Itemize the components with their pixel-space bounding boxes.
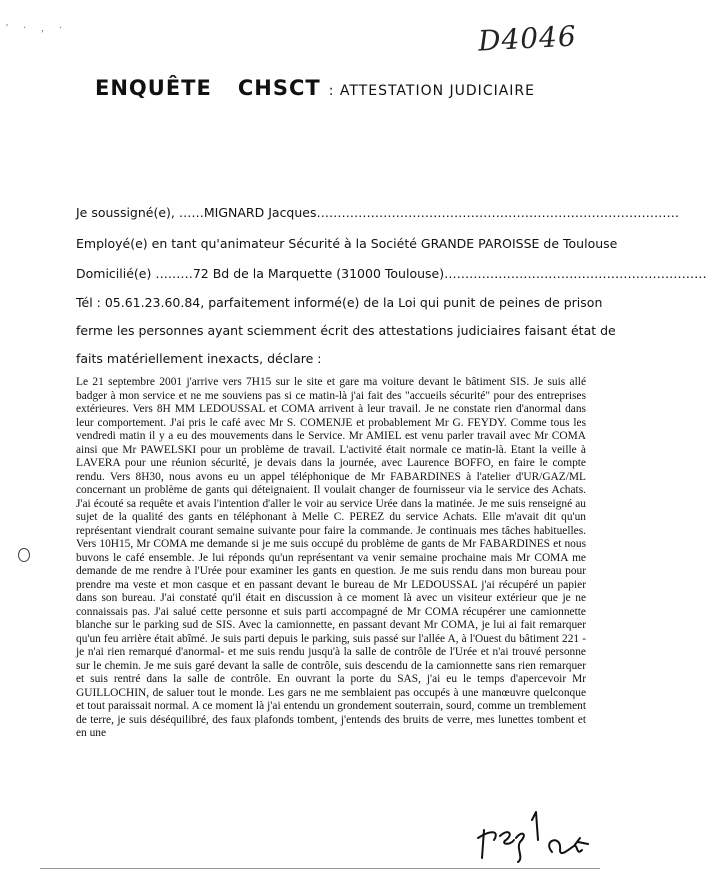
name-dots: ……………………………………………………………………………: [316, 205, 679, 220]
address-dots: ………………………………………………………: [444, 266, 707, 281]
title-enquete: ENQUÊTE: [95, 76, 212, 100]
testimony-paragraph: Le 21 septembre 2001 j'arrive vers 7H15 sur le site et gare ma voiture devant le bâtiment SIS. Je suis allé badger à mon service et ne me souviens pas si ce matin-là j'ai fait des "accueils sécurité" pour des entreprises extérieures. Vers 8H MM LEDOUSSAL et COMA arrivent à leur travail. Je ne constate rien d'anormal dans leur comportement. J'ai pris le café avec Mr S. COMENJE et probablement Mr G. FEYDY. Comme tous les vendredi matin il y a eu des mouvements dans le Service. Mr AMIEL est venu parler travail avec Mr COMA ainsi que Mr PAWELSKI pour un problème de travail. L'activité était normale ce matin-là. Etant la veille à LAVERA pour une réunion sécurité, je devais dans la journée, avec Laurence BOFFO, en faire le compte rendu. Vers 8H30, nous avons eu un appel téléphonique de Mr FABARDINES à l'atelier d'UR/GAZ/ML concernant un problème de gants qui déteignaient. Il voulait changer de fournisseur via le service des Achats. J'ai écouté sa requête et avais l'intention d'aller le voir au service Urée dans la matinée. Je me suis renseigné au sujet de la qualité des gants en téléphonant à Melle C. PEREZ du service Achats. Elle m'avait dit qu'un représentant viendrait courant semaine suivante pour faire la commande. Je continuais mes tâches habituelles. Vers 10H15, Mr COMA me demande si je me suis occupé du problème de gants de Mr FABARDINES et nous buvons le café ensemble. Je lui réponds qu'un représentant va venir semaine prochaine mais Mr COMA me demande de me rendre à l'Urée pour examiner les gants en question. Je me suis rendu dans mon bureau pour prendre ma veste et mon casque et en passant devant le bureau de Mr LEDOUSSAL j'ai récupéré un papier dans son bureau. J'ai constaté qu'il était en discussion à ce moment là avec un visiteur extérieur que je ne connaissais pas. J'ai salué cette personne et suis parti accompagné de Mr COMA récupérer une camionnette blanche sur le parking sud de SIS. Avec la camionnette, en passant devant Mr COMA, je lui ai fait remarquer qu'un feu arrière était abîmé. Je suis parti depuis le parking, suis passé sur l'allée A, à l'Ouest du bâtiment 221 -je n'ai rien remarqué d'anormal- et me suis rendu jusqu'à la salle de contrôle de l'Urée et n'ai trouvé personne sur le chemin. Je me suis garé devant la salle de contrôle, suis descendu de la camionnette sans rien remarquer et suis rentré dans la salle de contrôle. En ouvrant la porte du SAS, j'ai eu le temps d'apercevoir Mr GUILLOCHIN, de saluer tout le monde. Les gars ne me semblaient pas occupés à une manœuvre quelconque et tout paraissait normal. A ce moment là j'ai entendu un grondement souterrain, sourd, comme un tremblement de terre, je suis déséquilibré, des faux plafonds tombent, j'entends des bruits de verre, mes lunettes tombent et en une: [76, 376, 586, 739]
title-subtitle: : ATTESTATION JUDICIAIRE: [328, 83, 535, 99]
declarant-address: 72 Bd de la Marquette (31000 Toulouse): [192, 266, 445, 281]
declare-line: faits matériellement inexacts, déclare :: [76, 351, 322, 366]
legal-notice-line: ferme les personnes ayant sciemment écrit des attestations judiciaires faisant état de: [76, 323, 616, 338]
testimony-body: [76, 376, 586, 741]
bottom-rule: [40, 868, 600, 869]
punch-hole-mark: [18, 548, 30, 562]
address-prefix: Domicilié(e) ………: [76, 266, 193, 281]
title-row: [95, 76, 535, 100]
page-signature: [470, 800, 600, 875]
name-prefix: Je soussigné(e), ……: [76, 205, 204, 220]
employment-line: Employé(e) en tant qu'animateur Sécurité à la Société GRANDE PAROISSE de Toulouse: [76, 236, 618, 251]
title-chsct: CHSCT: [237, 76, 321, 100]
handwritten-signature-icon: [470, 800, 600, 870]
phone-line: Tél : 05.61.23.60.84, parfaitement informé(e) de la Loi qui punit de peines de prison: [76, 295, 603, 310]
declarant-name-line: [76, 205, 679, 220]
document-number: D4046: [477, 19, 578, 58]
declarant-name: MIGNARD Jacques: [203, 205, 317, 220]
scan-specks: ' · , ·: [6, 22, 69, 34]
address-line: [76, 266, 707, 281]
